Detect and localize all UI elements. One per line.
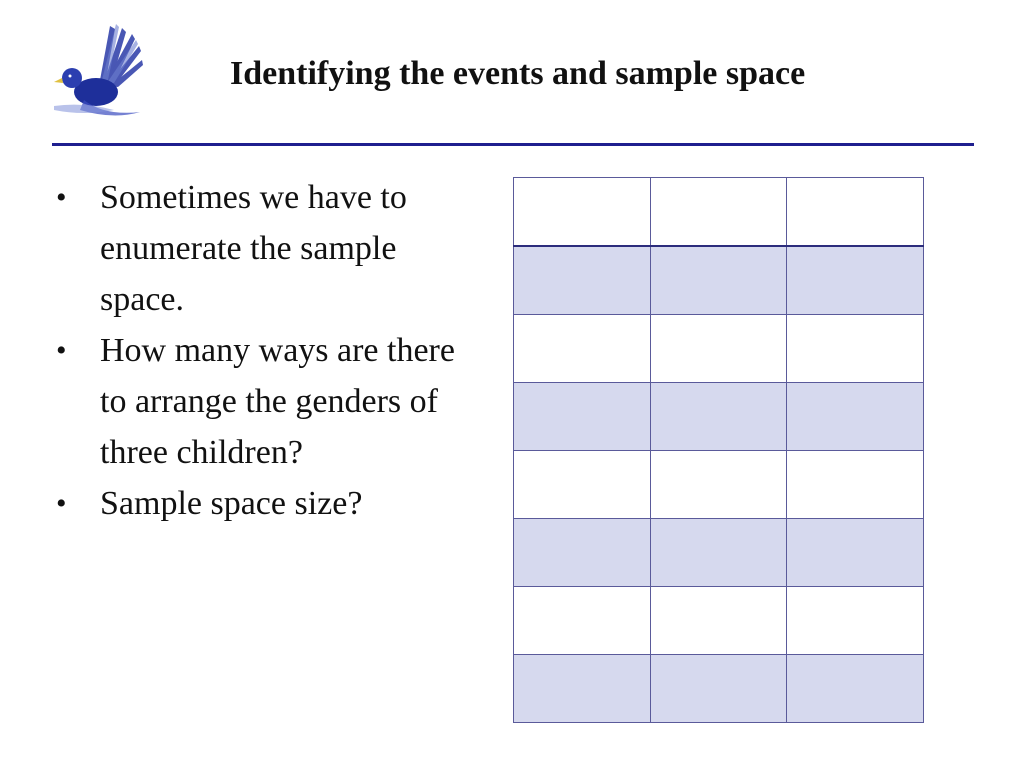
table-row: [514, 383, 924, 451]
table-cell: [650, 655, 787, 723]
table-cell: [787, 178, 924, 247]
table-row: [514, 315, 924, 383]
bullet-dot-icon: •: [56, 487, 67, 520]
table-cell: [787, 519, 924, 587]
table-cell: [787, 246, 924, 315]
bullet-dot-icon: •: [56, 334, 67, 367]
bullet-list: [52, 172, 472, 529]
table-cell: [650, 587, 787, 655]
table-cell: [514, 587, 651, 655]
table-cell: [787, 655, 924, 723]
bullet-text: Sample space size?: [100, 485, 363, 522]
bullet-item: [52, 478, 472, 529]
table-cell: [650, 383, 787, 451]
table-cell: [514, 383, 651, 451]
sample-space-table: [513, 177, 924, 723]
table-cell: [514, 655, 651, 723]
table-row: [514, 246, 924, 315]
table-row: [514, 587, 924, 655]
table-cell: [787, 451, 924, 519]
table-cell: [514, 246, 651, 315]
bullet-item: [52, 172, 472, 325]
table-cell: [650, 519, 787, 587]
table-cell: [650, 246, 787, 315]
title-divider: [52, 143, 974, 146]
bullet-dot-icon: •: [56, 181, 67, 214]
bullet-text: Sometimes we have to enumerate the sample space.: [100, 179, 407, 318]
table-row: [514, 451, 924, 519]
table-body: [514, 178, 924, 723]
table-cell: [650, 451, 787, 519]
table-cell: [514, 315, 651, 383]
eagle-logo-icon: [44, 20, 154, 130]
table-row: [514, 655, 924, 723]
table-cell: [650, 178, 787, 247]
table-cell: [787, 383, 924, 451]
bullet-item: [52, 325, 472, 478]
table-cell: [787, 587, 924, 655]
table-row: [514, 519, 924, 587]
table-cell: [514, 451, 651, 519]
bullet-text: How many ways are there to arrange the genders of three children?: [100, 332, 455, 471]
table-cell: [514, 178, 651, 247]
table-cell: [514, 519, 651, 587]
table-cell: [650, 315, 787, 383]
slide-title: Identifying the events and sample space: [230, 55, 806, 92]
table-row: [514, 178, 924, 247]
table-cell: [787, 315, 924, 383]
